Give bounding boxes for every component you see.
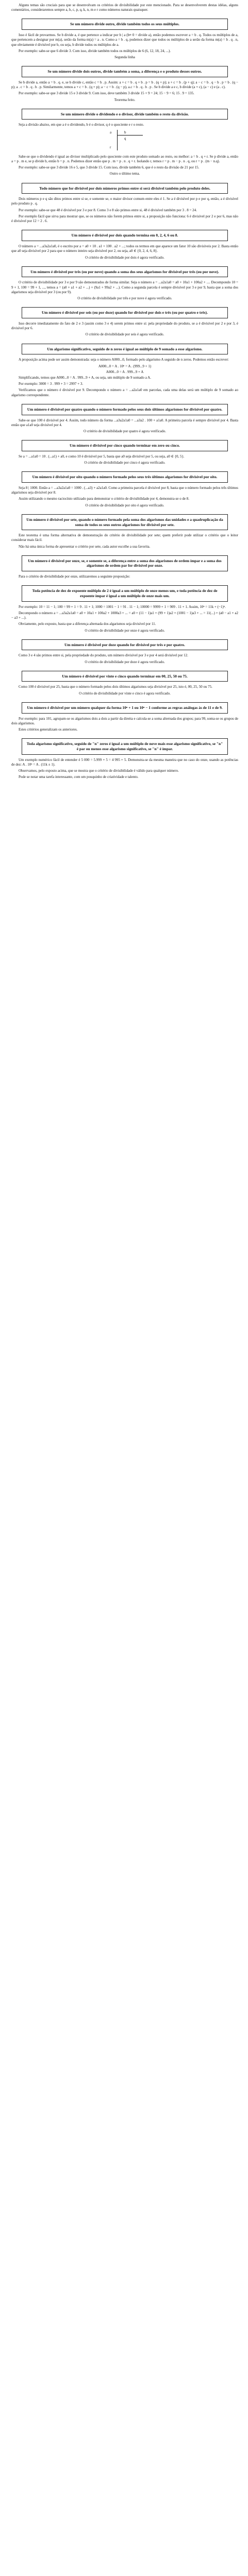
theorem-box: [22, 344, 228, 355]
paragraph: O critério de divisibilidade por doze é agora verificado.: [85, 659, 165, 664]
paragraph: O critério de divisibilidade por cinco é agora verificado.: [84, 461, 166, 465]
theorem-box: [22, 266, 228, 278]
paragraph: Isso decorre imediatamente do fato de 2 e 3 (assim como 3 e 4) serem primos entre si: pela propriedade do produto, se a é divisível por 2 e por 3, é divisível por 6.: [11, 321, 238, 331]
theorem-title: Toda algarismo significativo, seguido de "n" zeros é igual a um múltiplo de nove mais esse algarismo significativo, se "n" é par ou menos esse algarismo significativo, se "n" é ímpar.: [26, 741, 223, 751]
dividend-label: a: [110, 130, 112, 134]
remainder-label: r: [110, 145, 111, 149]
theorem-title: Um algarismo significativo, seguido de n zeros é igual ao múltiplo de 9 somado a esse algarismo.: [47, 346, 203, 351]
paragraph: Obviamente, pelo exposto, basta que a diferença alternada dos algarismos seja divisível por 11.: [19, 622, 156, 626]
theorem-title: Um número é divisível por dois quando termina em 0, 2, 4, 6 ou 8.: [71, 233, 178, 238]
paragraph: Se b divide a, então a = b . q. e, se b divide c, então c = b . p. Assim: a + c = b . q + b . p = b . (q + p); a + c = b . (p + q); a − c = b . q − b . p = b . (q − p); a . c = b . q . b . p. Similarmente, temos a + c = b . (q + p); a − c = b . (q − p), a.c = b . q . b . p . Se b divide a e c, b divide (a + c), (a − c) e (a . c).: [11, 80, 238, 90]
paragraph: Por exemplo: 3000 = 3 . 999 + 3 = 2997 + 3.: [19, 382, 84, 386]
theorem-box: [22, 671, 228, 682]
paragraph: O critério de divisibilidade por oito é agora verificado.: [85, 503, 164, 507]
theorem-title: Um número é divisível por doze quando for divisível por três e por quatro.: [64, 642, 185, 647]
paragraph: Um exemplo numérico fácil de entender é 5 000 = 5.999 + 5 = 4 995 + 5. Demonstra-se da mesma maneira que no caso do onze, usando as potências de dez: A . 10ⁿ = A . (11k ± 1).: [11, 757, 238, 767]
theorem-box: [22, 109, 228, 120]
paragraph: Outro o último tema.: [109, 172, 140, 176]
theorem-title: Um número é divisível por onze, se, e somente se, a diferença entre a soma dos algarismos de ordem ímpar e a soma dos algarismos de ordem par for divisível por onze.: [28, 558, 222, 568]
paragraph: Como 3 e 4 são primos entre si, pela propriedade do produto, um número divisível por 3 e por 4 será divisível por 12.: [19, 653, 188, 658]
theorem-title: Um número é divisível por quatro quando o número formado pelos seus dois últimos algarismos for divisível por quatro.: [27, 406, 223, 412]
theorem-title: Se um número divide o dividendo e o divisor, divide também o resto da divisão.: [60, 111, 189, 116]
theorem-box: [22, 307, 228, 318]
theorem-box: [22, 440, 228, 451]
theorem-box: [22, 66, 228, 77]
paragraph: Para o critério de divisibilidade por onze, utilizaremos a seguinte proposição:: [19, 574, 130, 579]
paragraph: O critério de divisibilidade por seis é agora verificado.: [85, 332, 164, 337]
intro-paragraph: Alguns temas são cruciais para que se desenvolvam os critérios de divisibilidade por este mencionado. Para se desenvolverem destas idéias, alguns comentários, consideraremos sempre a, b, c, p, q, k, n, m e r como números naturais quaisquer.: [11, 3, 238, 12]
paragraph: Como 100 é divisível por 25, basta que o número formado pelos dois últimos algarismos seja divisível por 25, isto é, 00, 25, 50 ou 75.: [19, 685, 212, 689]
division-vertical-line: [117, 130, 118, 150]
paragraph: Por exemplo: sabe-se que 3 divide 15 e 3 divide 9. Com isso, deve também 3 divide 15 + 9 = 24; 15 − 9 = 6; 15 . 9 = 135.: [19, 91, 194, 96]
paragraph: Não há uma única forma de apresentar o critério por sete, cada autor escolhe a sua favorita.: [19, 544, 151, 549]
paragraph: Por exemplo: 10 = 11 − 1; 100 = 99 + 1 = 9 . 11 + 1; 1000 = 1001 − 1 = 91 . 11 − 1; 10000 = 9999 + 1 = 909 . 11 + 1. Assim, 10ⁿ = 11k + (−1)ⁿ.: [19, 604, 226, 609]
theorem-box: [22, 230, 228, 241]
theorem-title: Um número é divisível por vinte e cinco quando terminar em 00, 25, 50 ou 75.: [62, 673, 188, 679]
theorem-box: [22, 471, 228, 483]
theorem-title: Um número é divisível por oito quando o número formado pelos seus três últimos algarismos for divisível por oito.: [32, 474, 218, 480]
paragraph: Observamos, pelo exposto acima, que se mostra que o critério de divisibilidade é válido para qualquer número.: [19, 768, 179, 773]
theorem-title: Um número é divisível por um número qualquer da forma 10ⁿ + 1 ou 10ⁿ − 1 conforme as regras análogas às de 11 e de 9.: [27, 705, 223, 710]
paragraph: O critério de divisibilidade por vinte e cinco é agora verificado.: [79, 691, 171, 696]
paragraph: Pode se notar uma tarefa interessante, com um pouquinho de criatividade e talento.: [19, 775, 139, 779]
equation: A000...0 = A . 10ⁿ = A . (999...9 + 1): [98, 364, 152, 368]
quotient-label: q: [124, 136, 126, 141]
theorem-box: [22, 19, 228, 30]
theorem-box: [22, 738, 228, 754]
paragraph: A proposição acima pode ser assim demonstrada: seja o número A000...0, formado pelo algarismo A seguido de n zeros. Podemos então escrever:: [19, 358, 229, 362]
paragraph: Sabe-se que 100 é divisível por 4. Assim, todo número da forma ...a3a2a1a0 = ...a3a2 . 100 + a1a0. A primeira parcela é sempre divisível por 4. Basta então que a1a0 seja divisível por 4.: [11, 418, 238, 427]
paragraph: Simplificando, temos que A000...0 = A . 999...9 + A, ou seja, um múltiplo de 9 somado a A.: [19, 375, 151, 380]
paragraph: Teorema feito.: [114, 97, 136, 102]
theorem-box: [22, 585, 228, 601]
document-page: [11, 0, 238, 781]
theorem-box: [22, 404, 228, 415]
theorem-title: Se um número divide outro, divide também todos os seus múltiplos.: [70, 22, 180, 27]
theorem-title: Se um número divide dois outros, divide também a soma, a diferença e o produto desses outros.: [47, 69, 202, 74]
paragraph: O critério de divisibilidade por três e por nove é agora verificado.: [77, 296, 172, 301]
paragraph: O número a = ...a3a2a1a0, é o escrito por a = a0 + 10 . a1 + 100 . a2 + ...; todos os termos em que aparece um fator 10 são divisíveis por 2. Basta então que a0 seja divisível por 2 para que o número inteiro seja divisível por 2, ou seja, a0 ∈ {0, 2, 4, 6, 8}.: [11, 244, 238, 253]
paragraph: O critério de divisibilidade por quatro é agora verificado.: [84, 429, 166, 433]
theorem-title: Um número é divisível por cinco quando terminar em zero ou cinco.: [70, 443, 180, 448]
theorem-title: Todo número que for divisível por dois números primos entre si será divisível também pelo produto deles.: [39, 185, 210, 191]
equation: A000...0 = A . 999...9 + A: [106, 369, 144, 374]
paragraph: O critério de divisibilidade por 3 e por 9 são demonstrados de forma similar. Seja o número a = ...a2a1a0 = a0 + 10a1 + 100a2 + .... Decompondo 10 = 9 + 1, 100 = 99 + 1, ..., temos a = (a0 + a1 + a2 + ...) + (9a1 + 99a2 + ...). Como a segunda parcela é sempre divisível por 3 e por 9, basta que a soma dos algarismos seja divisível por 3 (ou por 9).: [11, 280, 238, 294]
paragraph: Dois números p e q são ditos primos entre si se, e somente se, o maior divisor comum entre eles é 1. Se a é divisível por p e por q, então, a é divisível pelo produto p . q.: [11, 197, 238, 206]
division-diagram: [102, 130, 148, 151]
paragraph: Por exemplo: sabe-se que 6 divide 3. Com isso, divide também todos os múltiplos de 6 (6, 12, 18, 24, ...).: [19, 48, 171, 53]
theorem-title: Um número é divisível por três (ou por nove) quando a soma dos seus algarismos for divisível por três (ou por nove).: [30, 269, 219, 274]
theorem-title: Um número é divisível por sete, quando o número formado pela soma dos algarismos das unidades e a quadruplicação da soma de todos os seus outros algarismos for divisível por sete.: [26, 517, 223, 527]
paragraph: Estes critérios generalizam os anteriores.: [19, 727, 78, 732]
paragraph: Assim utilizando o mesmo raciocínio utilizado para demonstrar o critério de divisibilidade por 4, demonstra-se o de 8.: [19, 497, 190, 501]
paragraph: Seja a divisão abaixo, em que a é o dividendo, b é o divisor, q é o quociente e r o resto.: [19, 123, 144, 127]
paragraph: Por exemplo: para 101, agrupam-se os algarismos dois a dois a partir da direita e calcula-se a soma alternada dos grupos; para 99, soma-se os grupos de dois algarismos.: [11, 716, 238, 725]
paragraph: Isso é fácil de provarmos. Se b divide a, é que pertence a indicar por b | a (b≡ 0 = divide a), então podemos escrever a = b . q. Todos os múltiplos de a, que pertencem a designar por m(a), serão da forma m(a) = a . n. Como a = b . q, podemos dizer que todos os múltiplos de a serão da forma m(a) = b . q . n, que obviamente é divisível por b, ou seja, b divide todos os múltiplos de a.: [11, 33, 238, 47]
intro: [11, 3, 238, 12]
paragraph: Por exemplo: sabe-se que 48 é divisível por 3 e por 8. Como 3 e 8 são primos entre si, 48 é divisível também por 3 . 8 = 24.: [19, 208, 197, 212]
paragraph: Seja 8 | 1000. Então a = ...a3a2a1a0 = 1000 . (...a3) + a2a1a0. Como a primeira parcela é divisível por 8, basta que o número formado pelos três últimos algarismos seja divisível por 8.: [11, 485, 238, 495]
paragraph: Este teorema é uma forma alternativa de demonstração do critério de divisibilidade por sete; quem preferir pode utilizar o critério que o leitor considerar mais fácil.: [11, 533, 238, 543]
paragraph: Por exemplo fácil que sirva para mostrar que, se os números não forem primos entre si, a proposição não funciona: 6 é divisível por 2 e por 6, mas não é divisível por 12 = 2 . 6.: [11, 214, 238, 224]
paragraph: Sabe-se que o dividendo é igual ao divisor multiplicado pelo quociente com este produto somado ao resto, ou melhor: a = b . q + r. Se p divide a, então a = p . m e, se p divide b, então b = p . n. Podemos dizer então que p . m = p . n . q + r. Isolando r, temos r = p . m − p . n . q, ou r = p . (m − n.q).: [11, 154, 238, 163]
divisor-label: b: [124, 130, 126, 134]
paragraph: Segunda linha: [114, 55, 135, 60]
paragraph: Se a = ...a1a0 = 10 . (...a1) + a0, e como 10 é divisível por 5, basta que a0 seja divisível por 5, ou seja, a0 ∈ {0, 5}.: [19, 454, 185, 459]
paragraph: O critério de divisibilidade por onze é agora verificado.: [85, 628, 165, 633]
theorem-title: Um número é divisível por seis (ou por doze) quando for divisível por dois e três (ou por quatro e três).: [42, 310, 208, 315]
theorem-title: Toda potência de dez de expoente múltiplo de 2 é igual a um múltiplo de onze menos um, e toda potência de dez de expoente ímpar é igual a um múltiplo de onze mais um.: [32, 588, 218, 598]
theorem-box: [22, 639, 228, 651]
theorem-box: [22, 702, 228, 714]
theorem-box: [22, 514, 228, 530]
paragraph: Decompondo o número a = ...a3a2a1a0 = a0 + 10a1 + 100a2 + 1000a3 + ... = a0 + (11 − 1)a1 + (99 + 1)a2 + (1001 − 1)a3 + ... = 11(...) + (a0 − a1 + a2 − a3 + ...).: [11, 611, 238, 620]
paragraph: Por exemplo: sabe-se que 3 divide 16 e 5, que 3 divide 15. Com isso, divide também 6, que é o resto da divisão de 21 por 15.: [19, 165, 200, 170]
paragraph: O critério de divisibilidade por dois é agora verificado.: [85, 255, 164, 260]
theorem-box: [22, 183, 228, 194]
theorem-box: [22, 555, 228, 571]
paragraph: Verificamos que o número é divisível por 9. Decompondo o número a = ...a2a1a0 em parcelas, cada uma delas será um múltiplo de 9 somado ao algarismo correspondente.: [11, 388, 238, 397]
